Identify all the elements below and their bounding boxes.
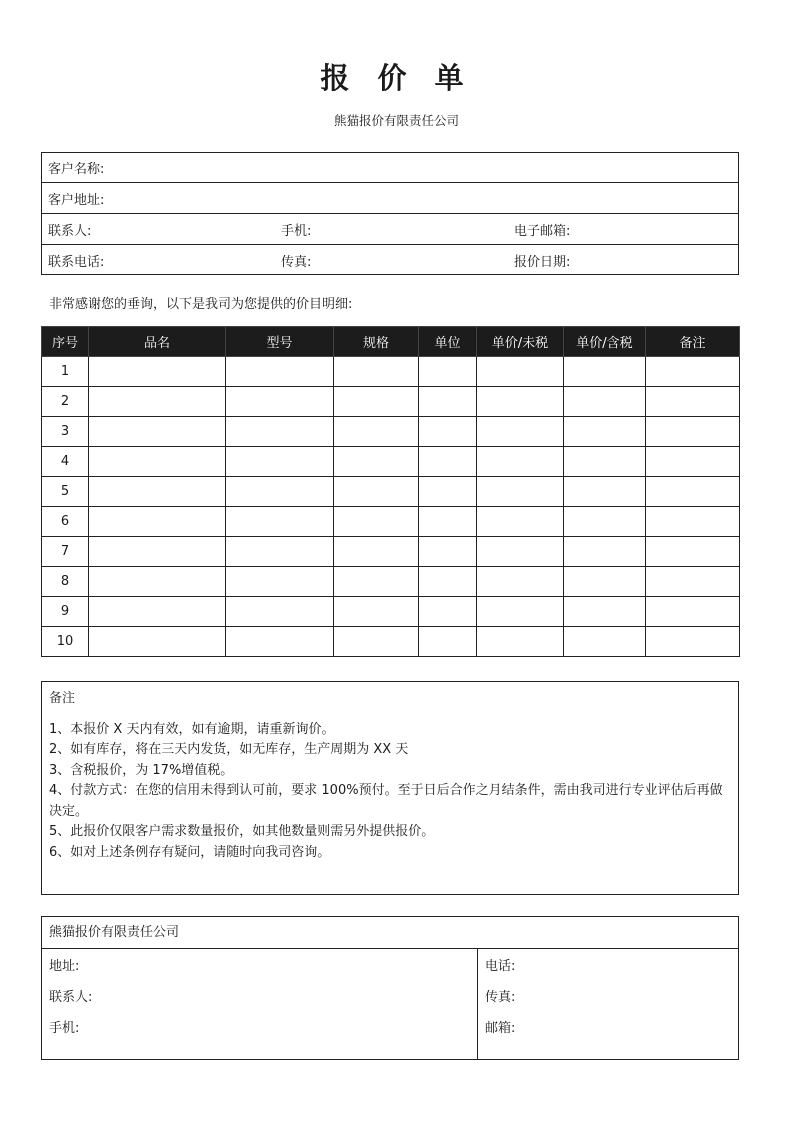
customer-name-row [41, 152, 739, 183]
cell-index: 6 [42, 507, 89, 537]
cell-price-inc-tax[interactable] [564, 447, 646, 477]
remarks-title: 备注 [49, 691, 76, 706]
col-header-product: 品名 [89, 327, 226, 357]
cell-spec[interactable] [334, 597, 419, 627]
cell-remark[interactable] [646, 417, 740, 447]
cell-spec[interactable] [334, 387, 419, 417]
cell-spec[interactable] [334, 417, 419, 447]
page-title: 报 价 单 [320, 61, 473, 95]
cell-price-ex-tax[interactable] [477, 387, 564, 417]
cell-index: 8 [42, 567, 89, 597]
footer-contact-field[interactable]: 联系人: [49, 990, 93, 1005]
footer-company-name: 熊猫报价有限责任公司 [42, 917, 738, 949]
cell-product[interactable] [89, 627, 226, 657]
cell-model[interactable] [226, 357, 334, 387]
table-row [42, 537, 740, 567]
cell-price-ex-tax[interactable] [477, 507, 564, 537]
customer-address-field[interactable]: 客户地址: [41, 183, 739, 214]
cell-model[interactable] [226, 597, 334, 627]
cell-product[interactable] [89, 537, 226, 567]
cell-price-inc-tax[interactable] [564, 537, 646, 567]
cell-spec[interactable] [334, 477, 419, 507]
cell-unit[interactable] [419, 597, 477, 627]
customer-name-field[interactable]: 客户名称: [48, 161, 105, 177]
cell-remark[interactable] [646, 567, 740, 597]
cell-index: 9 [42, 597, 89, 627]
cell-index: 5 [42, 477, 89, 507]
cell-unit[interactable] [419, 447, 477, 477]
col-header-unit: 单位 [419, 327, 477, 357]
mobile-field[interactable]: 手机: [274, 214, 507, 245]
cell-index: 1 [42, 357, 89, 387]
table-row [42, 567, 740, 597]
table-row [42, 477, 740, 507]
customer-address-row [41, 183, 739, 214]
footer-right-column [485, 949, 735, 1059]
cell-price-inc-tax[interactable] [564, 567, 646, 597]
cell-product[interactable] [89, 417, 226, 447]
cell-model[interactable] [226, 447, 334, 477]
cell-spec[interactable] [334, 537, 419, 567]
cell-price-inc-tax[interactable] [564, 597, 646, 627]
table-row [42, 507, 740, 537]
table-row [42, 447, 740, 477]
cell-remark[interactable] [646, 507, 740, 537]
cell-price-ex-tax[interactable] [477, 567, 564, 597]
footer-phone-field[interactable]: 电话: [485, 959, 516, 974]
cell-model[interactable] [226, 567, 334, 597]
cell-remark[interactable] [646, 447, 740, 477]
remark-line-3: 3、含税报价，为 17%增值税。 [49, 762, 234, 778]
fax-field[interactable]: 传真: [274, 245, 507, 276]
cell-model[interactable] [226, 477, 334, 507]
cell-remark[interactable] [646, 387, 740, 417]
cell-index: 7 [42, 537, 89, 567]
cell-price-ex-tax[interactable] [477, 597, 564, 627]
col-header-model: 型号 [226, 327, 334, 357]
cell-price-ex-tax[interactable] [477, 537, 564, 567]
remarks-box [41, 681, 739, 895]
cell-price-ex-tax[interactable] [477, 627, 564, 657]
remark-line-1: 1、本报价 X 天内有效，如有逾期，请重新询价。 [49, 721, 335, 737]
cell-remark[interactable] [646, 477, 740, 507]
cell-unit[interactable] [419, 387, 477, 417]
cell-spec[interactable] [334, 507, 419, 537]
footer-left-column [42, 949, 478, 1059]
table-row [42, 387, 740, 417]
footer-mobile-field[interactable]: 手机: [49, 1021, 80, 1036]
cell-price-inc-tax[interactable] [564, 507, 646, 537]
cell-product[interactable] [89, 567, 226, 597]
table-row [42, 357, 740, 387]
quote-date-field[interactable]: 报价日期: [507, 245, 739, 276]
customer-contact-row [41, 214, 739, 245]
footer-email-field[interactable]: 邮箱: [485, 1021, 516, 1036]
col-header-price-ex-tax: 单价/未税 [477, 327, 564, 357]
cell-unit[interactable] [419, 627, 477, 657]
price-items-table [41, 326, 740, 657]
cell-product[interactable] [89, 357, 226, 387]
remark-line-6: 6、如对上述条例存有疑问，请随时向我司咨询。 [49, 844, 331, 860]
cell-spec[interactable] [334, 447, 419, 477]
footer-address-field[interactable]: 地址: [49, 959, 80, 974]
cell-price-ex-tax[interactable] [477, 477, 564, 507]
customer-phone-row [41, 245, 739, 276]
cell-remark[interactable] [646, 597, 740, 627]
cell-index: 10 [42, 627, 89, 657]
cell-remark[interactable] [646, 627, 740, 657]
remark-line-5: 5、此报价仅限客户需求数量报价，如其他数量则需另外提供报价。 [49, 824, 435, 839]
cell-model[interactable] [226, 507, 334, 537]
cell-price-inc-tax[interactable] [564, 417, 646, 447]
contact-person-field[interactable]: 联系人: [41, 214, 274, 245]
col-header-remark: 备注 [646, 327, 740, 357]
cell-product[interactable] [89, 597, 226, 627]
cell-unit[interactable] [419, 477, 477, 507]
cell-unit[interactable] [419, 567, 477, 597]
table-row [42, 417, 740, 447]
intro-text: 非常感谢您的垂询，以下是我司为您提供的价目明细: [49, 297, 353, 312]
footer-box [41, 916, 739, 1060]
table-header-row [42, 327, 740, 357]
cell-price-inc-tax[interactable] [564, 357, 646, 387]
cell-product[interactable] [89, 387, 226, 417]
col-header-index: 序号 [42, 327, 89, 357]
cell-unit[interactable] [419, 537, 477, 567]
cell-unit[interactable] [419, 417, 477, 447]
cell-product[interactable] [89, 477, 226, 507]
cell-index: 2 [42, 387, 89, 417]
cell-model[interactable] [226, 417, 334, 447]
cell-product[interactable] [89, 507, 226, 537]
cell-price-inc-tax[interactable] [564, 477, 646, 507]
cell-spec[interactable] [334, 567, 419, 597]
footer-fax-field[interactable]: 传真: [485, 990, 516, 1005]
cell-index: 3 [42, 417, 89, 447]
cell-price-inc-tax[interactable] [564, 387, 646, 417]
col-header-price-inc-tax: 单价/含税 [564, 327, 646, 357]
cell-model[interactable] [226, 537, 334, 567]
table-row [42, 597, 740, 627]
cell-price-ex-tax[interactable] [477, 447, 564, 477]
customer-info-table [41, 152, 739, 275]
table-row [42, 627, 740, 657]
cell-spec[interactable] [334, 627, 419, 657]
cell-unit[interactable] [419, 507, 477, 537]
cell-index: 4 [42, 447, 89, 477]
cell-spec[interactable] [334, 357, 419, 387]
email-field[interactable]: 电子邮箱: [507, 214, 739, 245]
cell-product[interactable] [89, 447, 226, 477]
cell-price-ex-tax[interactable] [477, 417, 564, 447]
remark-line-2: 2、如有库存，将在三天内发货，如无库存，生产周期为 XX 天 [49, 742, 409, 757]
col-header-spec: 规格 [334, 327, 419, 357]
cell-model[interactable] [226, 387, 334, 417]
cell-remark[interactable] [646, 357, 740, 387]
cell-price-inc-tax[interactable] [564, 627, 646, 657]
cell-unit[interactable] [419, 357, 477, 387]
cell-model[interactable] [226, 627, 334, 657]
remark-line-4: 4、付款方式：在您的信用未得到认可前，要求 100%预付。至于日后合作之月结条件，需由我司进行专业评估后再做决定。 [49, 783, 723, 819]
cell-remark[interactable] [646, 537, 740, 567]
cell-price-ex-tax[interactable] [477, 357, 564, 387]
phone-field[interactable]: 联系电话: [41, 245, 274, 276]
company-name: 熊猫报价有限责任公司 [333, 113, 459, 128]
